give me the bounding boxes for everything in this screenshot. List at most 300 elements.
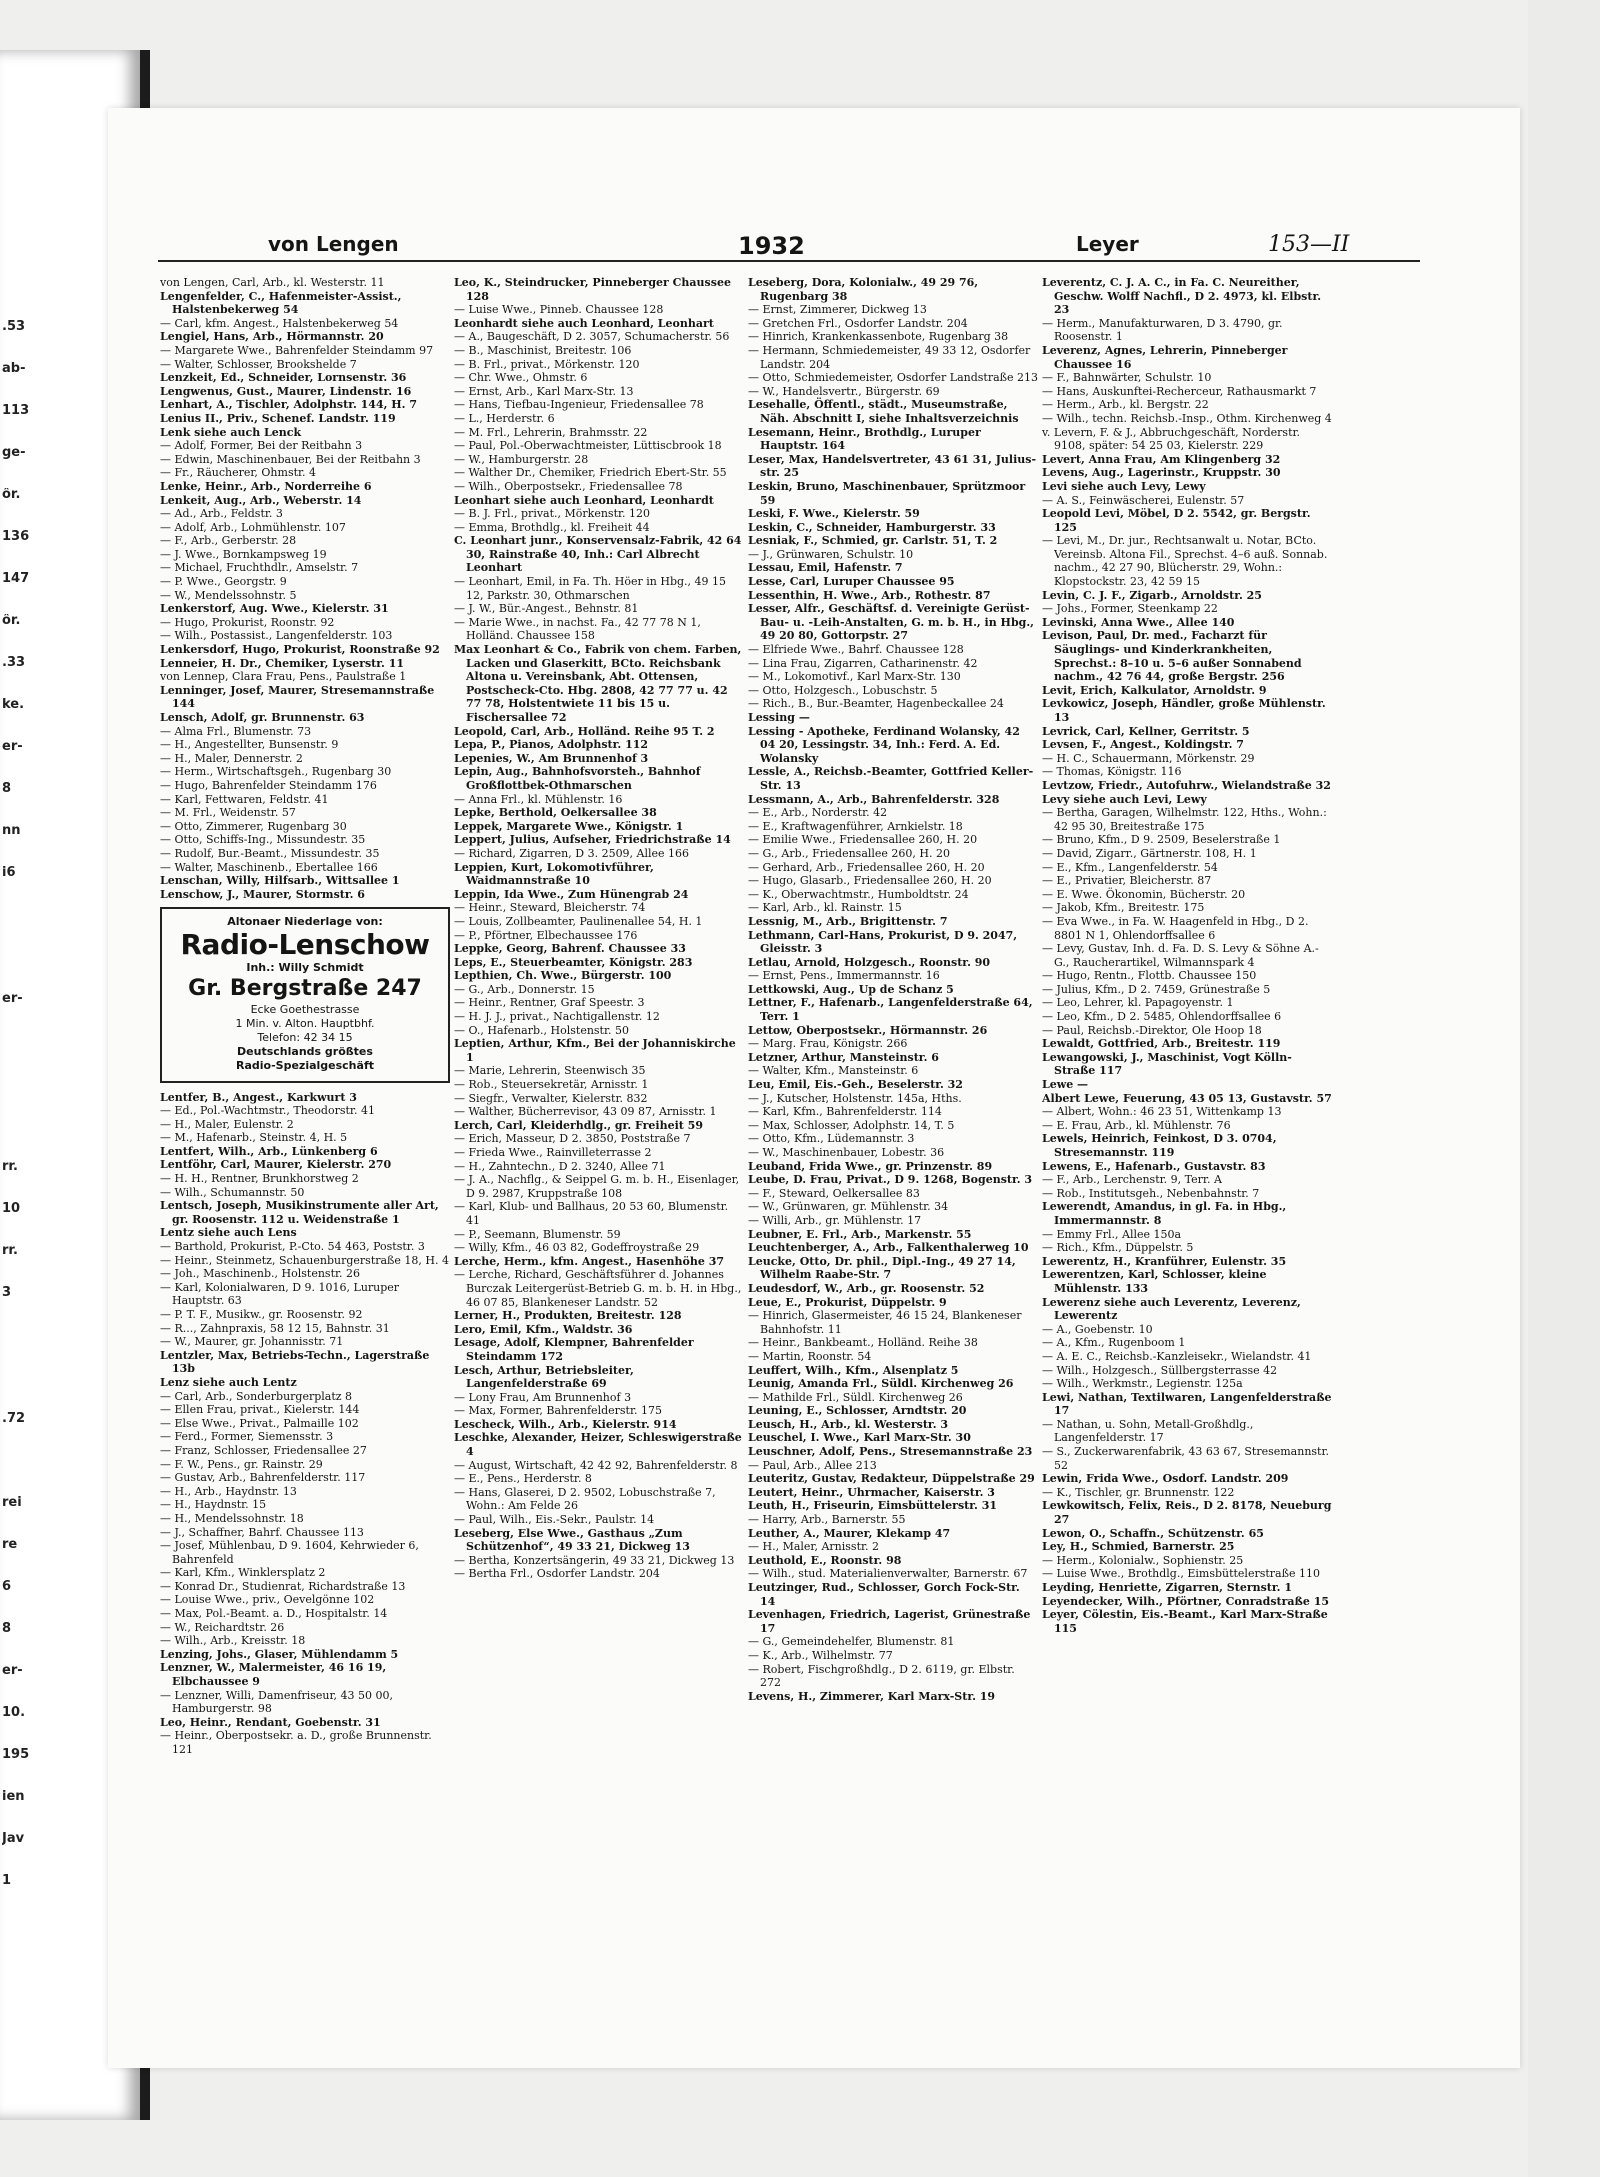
directory-entry: Leudesdorf, W., Arb., gr. Roosenstr. 52	[748, 1281, 985, 1295]
directory-entry: Lenzing, Johs., Glaser, Mühlendamm 5	[160, 1647, 399, 1661]
directory-entry: — G., Gemeindehelfer, Blumenstr. 81	[748, 1635, 955, 1649]
directory-entry: Lethmann, Carl-Hans, Prokurist, D 9. 2047, Gleisstr. 3	[748, 928, 1018, 956]
directory-entry: Lerch, Carl, Kleiderhdlg., gr. Freiheit 59	[454, 1118, 703, 1132]
directory-entry: Leusch, H., Arb., kl. Westerstr. 3	[748, 1417, 949, 1431]
directory-entry: Lengwenus, Gust., Maurer, Lindenstr. 16	[160, 384, 412, 398]
directory-entry: — H. J. J., privat., Nachtigallenstr. 12	[454, 1010, 660, 1024]
cutoff-fragment: .53	[2, 320, 26, 334]
directory-entry: — Wilh., Postassist., Langenfelderstr. 103	[160, 629, 393, 643]
cutoff-fragment	[2, 950, 38, 992]
cutoff-fragment: 1	[2, 1874, 12, 1888]
directory-entry: Lescheck, Wilh., Arb., Kielerstr. 914	[454, 1417, 677, 1431]
directory-entry: Lettkowski, Aug., Up de Schanz 5	[748, 982, 954, 996]
directory-entry: Lewangowski, J., Maschinist, Vogt Kölln-Straße 117	[1042, 1050, 1292, 1078]
directory-entry: — P. T. F., Musikw., gr. Roosenstr. 92	[160, 1308, 363, 1321]
directory-entry: Leuschner, Adolf, Pens., Stresemannstraße 23	[748, 1445, 1033, 1459]
directory-entry: — H. C., Schauermann, Mörkenstr. 29	[1042, 751, 1255, 765]
directory-entry: — Anna Frl., kl. Mühlenstr. 16	[454, 792, 623, 806]
ad-company-name: Radio-Lenschow	[180, 927, 430, 961]
cutoff-fragment: re	[2, 1538, 18, 1552]
cutoff-fragment: er-	[2, 992, 23, 1006]
directory-entry: — Joh., Maschinenb., Holstenstr. 26	[160, 1267, 361, 1281]
directory-entry: Leuthold, E., Roonstr. 98	[748, 1553, 902, 1567]
cutoff-fragment: er-	[2, 1664, 23, 1678]
directory-entry: Lewerenz siehe auch Leverentz, Leverenz, Lewerentz	[1042, 1295, 1301, 1323]
cutoff-fragment	[2, 1076, 38, 1118]
directory-entry: — A., Goebenstr. 10	[1042, 1322, 1153, 1336]
directory-entry: Max Leonhart & Co., Fabrik von chem. Farben, Lacken und Glaserkitt, BCto. Reichsbank Altona u. Vereinsbank, Abt. Ottensen, Postscheck-Cto. Hbg. 2808, 42 77 77 u. 42 77 78, Holstentwiete 11 bis 15 u. Fischersallee 72	[454, 643, 742, 724]
directory-entry: — Hans, Glaserei, D 2. 9502, Lobuschstraße 7, Wohn.: Am Felde 26	[454, 1485, 716, 1513]
directory-entry: — B. J. Frl., privat., Mörkenstr. 120	[454, 507, 651, 521]
directory-entry: — Julius, Kfm., D 2. 7459, Grünestraße 5	[1042, 982, 1271, 996]
directory-entry: C. Leonhart junr., Konservensalz-Fabrik, 42 64 30, Rainstraße 40, Inh.: Carl Albrecht Leonhart	[454, 534, 742, 575]
directory-entry: Lentfert, Wilh., Arb., Lünkenberg 6	[160, 1144, 378, 1158]
directory-entry: — P., Seemann, Blumenstr. 59	[454, 1227, 621, 1241]
directory-entry: Lentföhr, Carl, Maurer, Kielerstr. 270	[160, 1158, 392, 1172]
directory-entry: — H., Haydnstr. 15	[160, 1498, 267, 1512]
directory-entry: — Heinr., Steinmetz, Schauenburgerstraße 18, H. 4	[160, 1253, 449, 1267]
directory-entry: Leunig, Amanda Frl., Süldl. Kirchenweg 26	[748, 1377, 1014, 1391]
directory-entry: Leu, Emil, Eis.-Geh., Beselerstr. 32	[748, 1078, 963, 1092]
directory-entry: — L., Herderstr. 6	[454, 411, 555, 425]
directory-entry: — Martin, Roonstr. 54	[748, 1349, 872, 1363]
directory-entry: — Max, Pol.-Beamt. a. D., Hospitalstr. 14	[160, 1607, 388, 1621]
directory-entry: Lewerentz, H., Kranführer, Eulenstr. 35	[1042, 1254, 1287, 1268]
directory-entry: Lentsch, Joseph, Musikinstrumente aller Art, gr. Roosenstr. 112 u. Weidenstraße 1	[160, 1199, 439, 1226]
column-1-entries-bottom	[160, 1091, 450, 1757]
directory-entry: Letlau, Arnold, Holzgesch., Roonstr. 90	[748, 955, 991, 969]
directory-entry: — Rich., Kfm., Düppelstr. 5	[1042, 1241, 1194, 1255]
directory-entry: — W., Maurer, gr. Johannisstr. 71	[160, 1335, 344, 1349]
directory-entry: — Bertha, Konzertsängerin, 49 33 21, Dickweg 13	[454, 1553, 735, 1567]
directory-entry: — Leonhart, Emil, in Fa. Th. Höer in Hbg., 49 15 12, Parkstr. 30, Othmarschen	[454, 575, 727, 602]
directory-entry: — Else Wwe., Privat., Palmaille 102	[160, 1416, 359, 1430]
directory-entry: — K., Tischler, gr. Brunnenstr. 122	[1042, 1485, 1235, 1499]
cutoff-fragment: 10	[2, 1202, 21, 1216]
directory-entry: — J. Wwe., Bornkampsweg 19	[160, 547, 327, 561]
directory-entry: — Heinr., Oberpostsekr. a. D., große Brunnenstr. 121	[160, 1729, 432, 1756]
cutoff-fragment: 147	[2, 572, 30, 586]
directory-entry: Leuteritz, Gustav, Redakteur, Düppelstraße 29	[748, 1472, 1035, 1486]
directory-entry: Levin, C. J. F., Zigarb., Arnoldstr. 25	[1042, 588, 1262, 602]
directory-entry: — Ellen Frau, privat., Kielerstr. 144	[160, 1403, 360, 1417]
directory-entry: Levert, Anna Frau, Am Klingenberg 32	[1042, 452, 1281, 466]
directory-entry: — Hermann, Schmiedemeister, 49 33 12, Osdorfer Landstr. 204	[748, 343, 1031, 371]
directory-entry: Lerner, H., Produkten, Breitestr. 128	[454, 1309, 682, 1323]
directory-entry: Levsen, F., Angest., Koldingstr. 7	[1042, 738, 1244, 752]
ad-street: Gr. Bergstraße 247	[188, 975, 422, 1001]
directory-entry: — F., Arb., Lerchenstr. 9, Terr. A	[1042, 1173, 1222, 1187]
column-2	[454, 276, 744, 2096]
directory-entry: — Walter, Schlosser, Brookshelde 7	[160, 357, 357, 371]
directory-entry: Levens, Aug., Lagerinstr., Kruppstr. 30	[1042, 466, 1281, 480]
directory-entry: — Erich, Masseur, D 2. 3850, Poststraße 7	[454, 1132, 691, 1146]
directory-entry: — Margarete Wwe., Bahrenfelder Steindamm 97	[160, 343, 434, 357]
directory-entry: — Adolf, Former, Bei der Reitbahn 3	[160, 439, 363, 453]
directory-entry: — Luise Wwe., Brothdlg., Eimsbüttelerstraße 110	[1042, 1567, 1320, 1581]
ad-intro: Altonaer Niederlage von:	[227, 915, 383, 929]
directory-page	[108, 108, 1520, 2068]
directory-entry: Levens, H., Zimmerer, Karl Marx-Str. 19	[748, 1689, 996, 1703]
directory-entry: Leski, F. Wwe., Kielerstr. 59	[748, 507, 920, 521]
directory-entry: Lewe —	[1042, 1078, 1089, 1092]
directory-entry: Leube, D. Frau, Privat., D 9. 1268, Bogenstr. 3	[748, 1173, 1033, 1187]
cutoff-fragment: nn	[2, 824, 21, 838]
directory-entry: Leopold Levi, Möbel, D 2. 5542, gr. Bergstr. 125	[1042, 507, 1311, 534]
directory-entry: — Bruno, Kfm., D 9. 2509, Beselerstraße 1	[1042, 833, 1281, 847]
directory-entry: Lesch, Arthur, Betriebsleiter, Langenfelderstraße 69	[454, 1363, 634, 1391]
directory-entry: — Hans, Auskunftei-Recherceur, Rathausmarkt 7	[1042, 384, 1317, 398]
directory-entry: von Lennep, Clara Frau, Pens., Paulstraße 1	[160, 670, 407, 684]
directory-entry: Leuth, H., Friseurin, Eimsbüttelerstr. 31	[748, 1499, 998, 1513]
directory-entry: Lewon, O., Schaffn., Schützenstr. 65	[1042, 1526, 1264, 1540]
directory-entry: — H., Arb., Haydnstr. 13	[160, 1484, 297, 1498]
cutoff-fragment: er-	[2, 740, 23, 754]
directory-entry: Lettow, Oberpostsekr., Hörmannstr. 26	[748, 1023, 988, 1037]
directory-entry: — Louis, Zollbeamter, Paulinenallee 54, H. 1	[454, 914, 703, 928]
directory-entry: — W., Handelsvertr., Bürgerstr. 69	[748, 384, 940, 398]
directory-entry: — Harry, Arb., Barnerstr. 55	[748, 1513, 906, 1527]
cutoff-fragment: 3	[2, 1286, 12, 1300]
directory-entry: — F. W., Pens., gr. Rainstr. 29	[160, 1457, 323, 1471]
directory-entry: — W., Mendelssohnstr. 5	[160, 588, 297, 602]
directory-entry: Lessing —	[748, 711, 810, 724]
directory-entry: — J. W., Bür.-Angest., Behnstr. 81	[454, 602, 639, 616]
directory-entry: — Rudolf, Bur.-Beamt., Missundestr. 35	[160, 846, 380, 860]
directory-entry: Lepa, P., Pianos, Adolphstr. 112	[454, 738, 649, 752]
directory-entry: — Elfriede Wwe., Bahrf. Chaussee 128	[748, 643, 964, 657]
cutoff-fragment: 10.	[2, 1706, 26, 1720]
directory-entry: — Barthold, Prokurist, P.-Cto. 54 463, Poststr. 3	[160, 1240, 425, 1254]
directory-entry: Lewens, E., Hafenarb., Gustavstr. 83	[1042, 1159, 1266, 1173]
directory-entry: — F., Steward, Oelkersallee 83	[748, 1186, 920, 1200]
directory-entry: Lenke, Heinr., Arb., Norderreihe 6	[160, 479, 372, 493]
cutoff-fragment: Jav	[2, 1832, 25, 1846]
header-year: 1932	[738, 232, 805, 260]
directory-entry: — H., Zahntechn., D 2. 3240, Allee 71	[454, 1159, 666, 1173]
column-1	[160, 276, 450, 2096]
directory-entry: — Hugo, Bahrenfelder Steindamm 176	[160, 778, 377, 792]
directory-entry: — Rob., Steuersekretär, Arnisstr. 1	[454, 1078, 649, 1092]
directory-entry: — Marg. Frau, Königstr. 266	[748, 1037, 908, 1051]
directory-entry: Lewerentzen, Karl, Schlosser, kleine Mühlenstr. 133	[1042, 1268, 1267, 1295]
directory-entry: — P. Wwe., Georgstr. 9	[160, 575, 287, 589]
cutoff-fragment: rr.	[2, 1244, 18, 1258]
directory-entry: — Karl, Arb., kl. Rainstr. 15	[748, 901, 902, 915]
directory-entry: Lengiel, Hans, Arb., Hörmannstr. 20	[160, 330, 384, 344]
directory-entry: Leschke, Alexander, Heizer, Schleswigerstraße 4	[454, 1431, 742, 1459]
directory-entry: — W., Hamburgerstr. 28	[454, 452, 589, 466]
directory-entry: Lenschow, J., Maurer, Stormstr. 6	[160, 887, 365, 901]
directory-entry: — M. Frl., Weidenstr. 57	[160, 806, 296, 820]
directory-entry: — Luise Wwe., Pinneb. Chaussee 128	[454, 303, 664, 317]
directory-entry: Albert Lewe, Feuerung, 43 05 13, Gustavstr. 57	[1042, 1091, 1332, 1105]
directory-entry: — Walther Dr., Chemiker, Friedrich Ebert-Str. 55	[454, 466, 727, 480]
directory-entry: — M., Lokomotivf., Karl Marx-Str. 130	[748, 670, 961, 684]
cutoff-fragment: .33	[2, 656, 26, 670]
directory-entry: — Carl, Arb., Sonderburgerplatz 8	[160, 1389, 353, 1403]
directory-entry: — M. Frl., Lehrerin, Brahmsstr. 22	[454, 425, 648, 439]
cutoff-fragment	[2, 1370, 38, 1412]
header-page-number: 153—II	[1268, 232, 1350, 257]
ad-slogan-1: Deutschlands größtes	[237, 1044, 373, 1058]
directory-entry: Leppien, Kurt, Lokomotivführer, Waidmannstraße 10	[454, 860, 654, 888]
cutoff-fragment: 6	[2, 1580, 12, 1594]
directory-entry: Lenkersdorf, Hugo, Prokurist, Roonstraße 92	[160, 643, 440, 657]
cutoff-fragment	[2, 908, 38, 950]
directory-entry: — E., Kraftwagenführer, Arnkielstr. 18	[748, 819, 963, 833]
cutoff-fragment: ge-	[2, 446, 26, 460]
directory-entry: — Wilh., Holzgesch., Süllbergsterrasse 42	[1042, 1363, 1278, 1377]
directory-entry: — Otto, Kfm., Lüdemannstr. 3	[748, 1132, 915, 1146]
directory-entry: Leptien, Arthur, Kfm., Bei der Johanniskirche 1	[454, 1037, 736, 1064]
directory-entry: — H., Mendelssohnstr. 18	[160, 1511, 304, 1525]
cutoff-fragment	[2, 1328, 38, 1370]
directory-entry: — R..., Zahnpraxis, 58 12 15, Bahnstr. 31	[160, 1321, 390, 1335]
directory-entry: Levison, Paul, Dr. med., Facharzt für Säuglings- und Kinderkrankheiten, Sprechst.: 8–10 u. 5–6 außer Sonnabend nachm., 42 76 44, große Bergstr. 256	[1042, 629, 1302, 684]
directory-entry: — E., Arb., Norderstr. 42	[748, 806, 888, 820]
directory-entry: Leopold, Carl, Arb., Holländ. Reihe 95 T. 2	[454, 724, 715, 738]
cutoff-fragment: i6	[2, 866, 16, 880]
directory-entry: Lentz siehe auch Lens	[160, 1226, 297, 1240]
directory-entry: Lessenthin, H. Wwe., Arb., Rothestr. 87	[748, 588, 991, 602]
directory-entry: — Johs., Former, Steenkamp 22	[1042, 602, 1218, 616]
directory-entry: — Gerhard, Arb., Friedensallee 260, H. 20	[748, 860, 985, 874]
directory-entry: — Wilh., Arb., Kreisstr. 18	[160, 1634, 306, 1648]
directory-entry: — Wilh., Werkmstr., Legienstr. 125a	[1042, 1377, 1243, 1391]
directory-entry: — Karl, Kfm., Winklersplatz 2	[160, 1566, 326, 1580]
cutoff-fragment: 195	[2, 1748, 30, 1762]
directory-entry: — Albert, Wohn.: 46 23 51, Wittenkamp 13	[1042, 1105, 1282, 1119]
directory-entry: — Herm., Kolonialw., Sophienstr. 25	[1042, 1553, 1244, 1567]
directory-entry: — Chr. Wwe., Ohmstr. 6	[454, 371, 588, 385]
directory-entry: — W., Grünwaren, gr. Mühlenstr. 34	[748, 1200, 949, 1214]
directory-entry: Leverenz, Agnes, Lehrerin, Pinneberger Chaussee 16	[1042, 343, 1288, 371]
directory-entry: — Robert, Fischgroßhdlg., D 2. 6119, gr. Elbstr. 272	[748, 1662, 1015, 1690]
directory-entry: — Karl, Kolonialwaren, D 9. 1016, Luruper Hauptstr. 63	[160, 1280, 400, 1308]
directory-entry: — S., Zuckerwarenfabrik, 43 63 67, Stresemannstr. 52	[1042, 1445, 1330, 1472]
directory-entry: Leskin, Bruno, Maschinenbauer, Sprützmoor 59	[748, 479, 1026, 507]
directory-entry: — Ferd., Former, Siemensstr. 3	[160, 1430, 334, 1444]
directory-entry: — Nathan, u. Sohn, Metall-Großhdlg., Langenfelderstr. 17	[1042, 1417, 1254, 1445]
directory-entry: — Otto, Holzgesch., Lobuschstr. 5	[748, 683, 938, 697]
directory-entry: Lettner, F., Hafenarb., Langenfelderstraße 64, Terr. 1	[748, 996, 1033, 1024]
directory-entry: — H., Maler, Eulenstr. 2	[160, 1117, 294, 1131]
directory-entry: Leyding, Henriette, Zigarren, Sternstr. 1	[1042, 1581, 1292, 1594]
cutoff-fragment	[2, 1118, 38, 1160]
directory-entry: Leppin, Ida Wwe., Zum Hünengrab 24	[454, 887, 689, 901]
directory-entry: Lesniak, F., Schmied, gr. Carlstr. 51, T. 2	[748, 534, 998, 548]
directory-entry: — O., Hafenarb., Holstenstr. 50	[454, 1023, 630, 1037]
directory-entry: — J. A., Nachflg., & Seippel G. m. b. H., Eisenlager, D 9. 2987, Kruppstraße 108	[454, 1173, 740, 1200]
directory-entry: — Lina Frau, Zigarren, Catharinenstr. 42	[748, 656, 978, 670]
directory-entry: — Walther, Bücherrevisor, 43 09 87, Arnisstr. 1	[454, 1105, 717, 1119]
directory-entry: — Levi, M., Dr. jur., Rechtsanwalt u. Notar, BCto. Vereinsb. Altona Fil., Sprechst. 4–6 auß. Sonnab. nachm., 42 27 90, Blücherstr. 29, Wohn.: Klopstockstr. 23, 42 59 15	[1042, 534, 1328, 589]
directory-entry: — Hugo, Rentn., Flottb. Chaussee 150	[1042, 969, 1257, 983]
cutoff-fragment: ôr.	[2, 614, 21, 628]
directory-entry: — Walter, Maschinenb., Ebertallee 166	[160, 860, 378, 874]
cutoff-fragment: 136	[2, 530, 30, 544]
directory-entry: Lenneier, H. Dr., Chemiker, Lyserstr. 11	[160, 656, 405, 670]
ad-slogan-2: Radio-Spezialgeschäft	[236, 1058, 374, 1072]
directory-entry: — Karl, Klub- und Ballhaus, 20 53 60, Blumenstr. 41	[454, 1200, 729, 1227]
directory-entry: Lesser, Alfr., Geschäftsf. d. Vereinigte Gerüst-Bau- u. -Leih-Anstalten, G. m. b. H., in Hbg., 49 20 80, Gottorpstr. 27	[748, 602, 1034, 643]
directory-entry: — H., Maler, Dennerstr. 2	[160, 751, 303, 765]
directory-entry: — Leo, Lehrer, kl. Papagoyenstr. 1	[1042, 996, 1234, 1010]
directory-entry: — Ed., Pol.-Wachtmstr., Theodorstr. 41	[160, 1104, 375, 1118]
directory-entry: — Emma, Brothdlg., kl. Freiheit 44	[454, 520, 650, 534]
directory-entry: — Gretchen Frl., Osdorfer Landstr. 204	[748, 316, 968, 330]
cutoff-fragment: 8	[2, 782, 12, 796]
directory-entry: Leubner, E. Frl., Arb., Markenstr. 55	[748, 1227, 972, 1241]
directory-entry: Lessing - Apotheke, Ferdinand Wolansky, 42 04 20, Lessingstr. 34, Inh.: Ferd. A. Ed. Wolansky	[748, 724, 1020, 765]
directory-entry: Levit, Erich, Kalkulator, Arnoldstr. 9	[1042, 683, 1267, 697]
header-first-name: von Lengen	[268, 232, 399, 256]
directory-entry: Leonhardt siehe auch Leonhard, Leonhart	[454, 316, 714, 330]
directory-entry: Lewerendt, Amandus, in gl. Fa. in Hbg., Immermannstr. 8	[1042, 1200, 1287, 1227]
cutoff-fragment	[2, 1454, 38, 1496]
directory-entry: — Carl, kfm. Angest., Halstenbekerweg 54	[160, 316, 399, 330]
directory-entry: — W., Reichardtstr. 26	[160, 1620, 285, 1634]
directory-entry: — Ad., Arb., Feldstr. 3	[160, 507, 283, 521]
directory-entry: Lentfer, B., Angest., Karkwurt 3	[160, 1090, 357, 1104]
cutoff-fragment: 8	[2, 1622, 12, 1636]
directory-entry: — Siegfr., Verwalter, Kielerstr. 832	[454, 1091, 648, 1105]
directory-entry: — A., Baugeschäft, D 2. 3057, Schumacherstr. 56	[454, 330, 730, 344]
directory-entry: — Max, Schlosser, Adolphstr. 14, T. 5	[748, 1118, 955, 1132]
directory-entry: — Alma Frl., Blumenstr. 73	[160, 724, 312, 738]
ad-distance: 1 Min. v. Alton. Hauptbhf.	[235, 1016, 375, 1030]
directory-entry: — Paul, Wilh., Eis.-Sekr., Paulstr. 14	[454, 1513, 655, 1527]
directory-entry: Lenius II., Priv., Schenef. Landstr. 119	[160, 411, 396, 425]
directory-entry: — H., Maler, Arnisstr. 2	[748, 1540, 880, 1554]
directory-entry: — Paul, Arb., Allee 213	[748, 1458, 877, 1472]
directory-entry: Lepenies, W., Am Brunnenhof 3	[454, 751, 649, 765]
directory-entry: Lewaldt, Gottfried, Arb., Breitestr. 119	[1042, 1037, 1281, 1051]
directory-entry: — E., Pens., Herderstr. 8	[454, 1472, 592, 1486]
directory-entry: — Hinrich, Krankenkassenbote, Rugenbarg 38	[748, 330, 1009, 344]
directory-entry: — Hugo, Glasarb., Friedensallee 260, H. 20	[748, 874, 992, 888]
directory-entry: Lessnig, M., Arb., Brigittenstr. 7	[748, 914, 948, 928]
cutoff-fragment: 113	[2, 404, 30, 418]
directory-entry: Lepthien, Ch. Wwe., Bürgerstr. 100	[454, 969, 672, 983]
directory-entry: Lessle, A., Reichsb.-Beamter, Gottfried Keller-Str. 13	[748, 765, 1034, 792]
directory-entry: — Hinrich, Glasermeister, 46 15 24, Blankeneser Bahnhofstr. 11	[748, 1309, 1022, 1336]
right-margin	[1528, 0, 1600, 2177]
directory-entry: Leuffert, Wilh., Kfm., Alsenplatz 5	[748, 1363, 959, 1377]
directory-entry: Lesse, Carl, Luruper Chaussee 95	[748, 575, 955, 589]
directory-entry: — H. H., Rentner, Brunkhorstweg 2	[160, 1172, 359, 1186]
directory-entry: — Bertha Frl., Osdorfer Landstr. 204	[454, 1567, 660, 1581]
left-page-cutoff-text	[2, 320, 38, 1916]
directory-entry: — David, Zigarr., Gärtnerstr. 108, H. 1	[1042, 846, 1257, 860]
directory-entry: — Otto, Schmiedemeister, Osdorfer Landstraße 213	[748, 371, 1038, 385]
directory-entry: — Otto, Zimmerer, Rugenbarg 30	[160, 819, 347, 833]
directory-entry: Levy siehe auch Levi, Lewy	[1042, 792, 1207, 806]
directory-entry: — M., Hafenarb., Steinstr. 4, H. 5	[160, 1131, 348, 1145]
column-4	[1042, 276, 1332, 2096]
directory-entry: Lessmann, A., Arb., Bahrenfelderstr. 328	[748, 792, 1000, 806]
directory-entry: Lewi, Nathan, Textilwaren, Langenfelderstraße 17	[1042, 1390, 1332, 1418]
directory-entry: — F., Bahnwärter, Schulstr. 10	[1042, 371, 1212, 385]
ad-phone: Telefon: 42 34 15	[257, 1030, 353, 1044]
directory-entry: — Heinr., Rentner, Graf Speestr. 3	[454, 996, 645, 1010]
directory-entry: — Wilh., Schumannstr. 50	[160, 1185, 305, 1199]
directory-entry: — Heinr., Bankbeamt., Holländ. Reihe 38	[748, 1336, 978, 1350]
cutoff-fragment: ab-	[2, 362, 26, 376]
directory-entry: Lenschan, Willy, Hilfsarb., Wittsallee 1	[160, 874, 400, 888]
directory-entry: — A. S., Feinwäscherei, Eulenstr. 57	[1042, 493, 1245, 507]
directory-entry: — Gustav, Arb., Bahrenfelderstr. 117	[160, 1471, 366, 1485]
directory-entry: — Lerche, Richard, Geschäftsführer d. Johannes Burczak Leitergerüst-Betrieb G. m. b. H. in Hbg., 46 07 85, Blankeneser Landstr. 52	[454, 1268, 742, 1309]
directory-entry: Lesemann, Heinr., Brothdlg., Luruper Hauptstr. 164	[748, 425, 981, 453]
directory-entry: — Lony Frau, Am Brunnenhof 3	[454, 1390, 632, 1404]
directory-entry: — E. Wwe. Ökonomin, Bücherstr. 20	[1042, 887, 1246, 901]
directory-entry: — J., Kutscher, Holstenstr. 145a, Hths.	[748, 1091, 962, 1105]
directory-entry: — B., Maschinist, Breitestr. 106	[454, 343, 632, 357]
directory-entry: — Bertha, Garagen, Wilhelmstr. 122, Hths., Wohn.: 42 95 30, Breitestraße 175	[1042, 806, 1327, 833]
directory-entry: — Wilh., stud. Materialienverwalter, Barnerstr. 67	[748, 1567, 1028, 1581]
directory-entry: Lepke, Berthold, Oelkersallee 38	[454, 806, 657, 820]
directory-entry: Leutzinger, Rud., Schlosser, Gorch Fock-Str. 14	[748, 1581, 1020, 1608]
directory-entry: — Rob., Institutsgeh., Nebenbahnstr. 7	[1042, 1186, 1260, 1200]
directory-entry: Lewels, Heinrich, Feinkost, D 3. 0704, Stresemannstr. 119	[1042, 1132, 1277, 1159]
directory-entry: — Rich., B., Bur.-Beamter, Hagenbeckallee 24	[748, 697, 1004, 711]
directory-entry: Levinski, Anna Wwe., Allee 140	[1042, 615, 1235, 629]
directory-entry: — Herm., Wirtschaftsgeh., Rugenbarg 30	[160, 765, 392, 779]
directory-entry: — B. Frl., privat., Mörkenstr. 120	[454, 357, 640, 371]
directory-entry: — F., Arb., Gerberstr. 28	[160, 534, 297, 548]
directory-entry: — August, Wirtschaft, 42 42 92, Bahrenfelderstr. 8	[454, 1458, 738, 1472]
directory-entry: Lesage, Adolf, Klempner, Bahrenfelder Steindamm 172	[454, 1336, 694, 1363]
directory-entry: Lessau, Emil, Hafenstr. 7	[748, 561, 903, 575]
directory-entry: — Wilh., techn. Reichsb.-Insp., Othm. Kirchenweg 4	[1042, 411, 1332, 425]
directory-entry: — Wilh., Oberpostsekr., Friedensallee 78	[454, 479, 683, 493]
directory-entry: — Lenzner, Willi, Damenfriseur, 43 50 00, Hamburgerstr. 98	[160, 1688, 394, 1716]
directory-entry: Lenz siehe auch Lentz	[160, 1375, 297, 1389]
directory-entry: von Lengen, Carl, Arb., kl. Westerstr. 11	[160, 276, 385, 289]
directory-entry: — G., Arb., Donnerstr. 15	[454, 982, 595, 996]
directory-entry: — K., Arb., Wilhelmstr. 77	[748, 1648, 893, 1662]
directory-entry: — Michael, Fruchthdlr., Amselstr. 7	[160, 561, 359, 575]
directory-entry: Leyer, Cölestin, Eis.-Beamt., Karl Marx-Straße 115	[1042, 1608, 1328, 1635]
directory-entry: — A. E. C., Reichsb.-Kanzleisekr., Wielandstr. 41	[1042, 1349, 1312, 1363]
directory-entry: Leuchtenberger, A., Arb., Falkenthalerweg 10	[748, 1241, 1029, 1255]
directory-entry: — J., Schaffner, Bahrf. Chaussee 113	[160, 1525, 364, 1539]
directory-entry: — Richard, Zigarren, D 3. 2509, Allee 166	[454, 846, 690, 860]
directory-entry: — Ernst, Zimmerer, Dickweg 13	[748, 303, 927, 317]
directory-entry: Leppert, Julius, Aufseher, Friedrichstraße 14	[454, 833, 731, 847]
directory-entry: Lesehalle, Öffentl., städt., Museumstraße, Näh. Abschnitt I, siehe Inhaltsverzeichnis	[748, 398, 1019, 425]
directory-entry: Levenhagen, Friedrich, Lagerist, Grünestraße 17	[748, 1608, 1031, 1635]
directory-entry: — K., Oberwachtmstr., Humboldtstr. 24	[748, 887, 969, 901]
directory-entry: — Eva Wwe., in Fa. W. Haagenfeld in Hbg., D 2. 8801 N 1, Ohlendorffsallee 6	[1042, 914, 1309, 942]
directory-entry: — Ernst, Pens., Immermannstr. 16	[748, 969, 940, 983]
directory-entry: Leskin, C., Schneider, Hamburgerstr. 33	[748, 520, 996, 534]
directory-entry: — E. Frau, Arb., kl. Mühlenstr. 76	[1042, 1118, 1231, 1132]
directory-entry: Lenninger, Josef, Maurer, Stresemannstraße 144	[160, 683, 435, 711]
directory-entry: — E., Privatier, Bleicherstr. 87	[1042, 874, 1212, 888]
directory-entry: — Konrad Dr., Studienrat, Richardstraße 13	[160, 1579, 406, 1593]
directory-entry: — A., Kfm., Rugenboom 1	[1042, 1336, 1186, 1350]
directory-entry: Leuning, E., Schlosser, Arndtstr. 20	[748, 1404, 967, 1418]
directory-entry: Letzner, Arthur, Mansteinstr. 6	[748, 1050, 939, 1064]
directory-entry: Lero, Emil, Kfm., Waldstr. 36	[454, 1322, 633, 1336]
cutoff-fragment: ôr.	[2, 488, 21, 502]
directory-entry: Levkowicz, Joseph, Händler, große Mühlenstr. 13	[1042, 697, 1326, 724]
directory-entry: — Mathilde Frl., Süldl. Kirchenweg 26	[748, 1390, 963, 1404]
cutoff-fragment: rei	[2, 1496, 22, 1510]
